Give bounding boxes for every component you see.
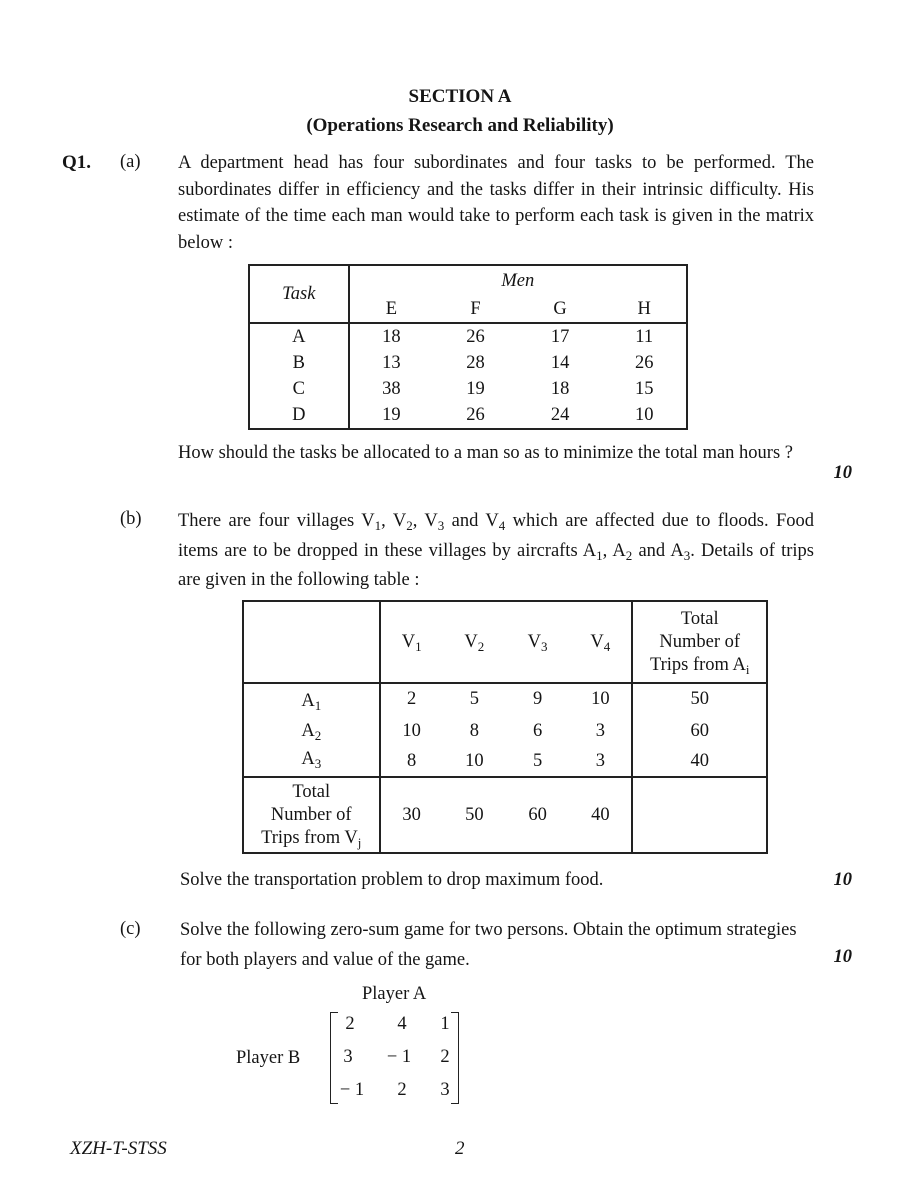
table-row: [243, 683, 767, 715]
table-cell: 26: [466, 326, 485, 347]
matrix-cell: 2: [440, 1047, 450, 1067]
task-header: Task: [249, 265, 349, 323]
matrix-cell: 1: [440, 1014, 450, 1034]
transportation-table: [242, 600, 768, 854]
assignment-table: [248, 264, 688, 430]
table-cell: 26: [634, 352, 654, 373]
section-title: SECTION A: [408, 86, 512, 107]
row-total: 50: [632, 683, 767, 715]
table-cell: 38: [349, 376, 434, 402]
table-cell: 17: [550, 326, 570, 347]
row-label: D: [292, 404, 306, 425]
matrix-cell: 3: [343, 1047, 353, 1067]
table-cell: 2: [380, 683, 443, 715]
row-label: $A_1$: [243, 683, 380, 715]
column-header: F: [433, 296, 518, 323]
column-total: 40: [569, 777, 632, 853]
table-cell: 3: [595, 720, 605, 741]
table-cell: 14: [550, 352, 570, 373]
table-cell: 8: [380, 747, 443, 777]
column-header: $V_3$: [527, 631, 548, 654]
matrix-cell: 3: [440, 1080, 450, 1100]
row-label: $A_2$: [301, 720, 322, 743]
column-header: $V_2$: [464, 631, 485, 654]
column-header: $V_1$: [380, 601, 443, 683]
row-label: $A_3$: [301, 749, 322, 771]
row-player-label: Player B: [236, 1048, 301, 1068]
row-label: A: [292, 326, 306, 347]
table-cell: 10: [634, 404, 654, 425]
column-header: G: [518, 296, 603, 323]
section-subtitle: (Operations Research and Reliability): [306, 115, 614, 136]
table-cell: 10: [465, 751, 484, 771]
empty-corner-cell: [243, 601, 380, 683]
table-row: [249, 402, 687, 429]
column-player-label: Player A: [362, 984, 427, 1004]
table-cell: 6: [532, 720, 543, 741]
part-c-label: (c): [120, 919, 141, 939]
matrix-cell: − 1: [339, 1080, 365, 1100]
table-cell: 15: [634, 378, 654, 399]
table-cell: 24: [550, 404, 570, 425]
table-cell: 19: [349, 402, 434, 429]
table-cell: 10: [569, 683, 632, 715]
column-total: 50: [443, 777, 506, 853]
part-a-text: A department head has four subordinates and four tasks to be performed. The subordinates differ in efficiency and the tasks differ in their intrinsic difficulty. His estimate of the time each man would take to perform each task is given in the matrix below :: [178, 153, 814, 253]
row-label: B: [292, 352, 305, 373]
table-cell: 13: [349, 350, 434, 376]
table-row: [249, 323, 687, 350]
table-row: [249, 376, 687, 402]
column-total: 60: [506, 777, 569, 853]
row-total: 60: [632, 715, 767, 747]
matrix-cell: 2: [397, 1080, 407, 1100]
table-cell: 9: [506, 683, 569, 715]
total-column-header: Total Number of Trips from $A_i$: [632, 601, 767, 683]
table-cell: 10: [380, 715, 443, 747]
table-cell: 18: [349, 323, 434, 350]
page-number: 2: [455, 1138, 465, 1159]
part-c-marks: 10: [833, 947, 852, 967]
part-b-marks: 10: [833, 870, 852, 890]
table-cell: 8: [469, 720, 479, 741]
total-row: [243, 777, 767, 853]
table-cell: 18: [550, 378, 570, 399]
table-cell: 3: [595, 751, 605, 771]
table-cell: 26: [466, 404, 485, 425]
table-cell: 5: [532, 751, 543, 771]
part-a-label: (a): [120, 152, 141, 172]
table-cell: 28: [466, 352, 485, 373]
row-total: 40: [632, 747, 767, 777]
empty-total-cell: [632, 777, 767, 853]
table-row: [243, 747, 767, 777]
part-b-text: There are four villages $V_1$, $V_2$, $V_3$ and $V_4$ which are affected due to floods. Food items are to be dropped in these villages by aircrafts $A_1$, $A_2$ and $A_3$. Details of trips are given in the following table :: [178, 511, 815, 590]
matrix-cell: 4: [397, 1014, 407, 1034]
paper-code: XZH-T-STSS: [70, 1138, 167, 1159]
table-cell: 19: [466, 378, 485, 399]
part-c-text: Solve the following zero-sum game for two persons. Obtain the optimum strategies for both players and value of the game.: [180, 920, 797, 970]
table-row: [249, 350, 687, 376]
row-label: C: [292, 378, 305, 399]
matrix-cell: − 1: [386, 1047, 412, 1067]
part-b-label: (b): [120, 509, 142, 529]
column-header: E: [349, 296, 434, 323]
part-a-marks: 10: [833, 463, 852, 483]
total-row-label: Total Number of Trips from $V_j$: [243, 777, 380, 853]
part-a-question: How should the tasks be allocated to a man so as to minimize the total man hours ?: [178, 443, 793, 463]
men-header: Men: [349, 265, 687, 296]
table-cell: 5: [443, 683, 506, 715]
part-b-question: Solve the transportation problem to drop maximum food.: [180, 870, 604, 890]
column-total: 30: [380, 777, 443, 853]
table-cell: 11: [635, 326, 654, 347]
question-number: Q1.: [62, 152, 92, 173]
matrix-cell: 2: [345, 1014, 355, 1034]
table-row: [243, 715, 767, 747]
column-header: H: [602, 296, 687, 323]
column-header: $V_4$: [590, 631, 611, 654]
